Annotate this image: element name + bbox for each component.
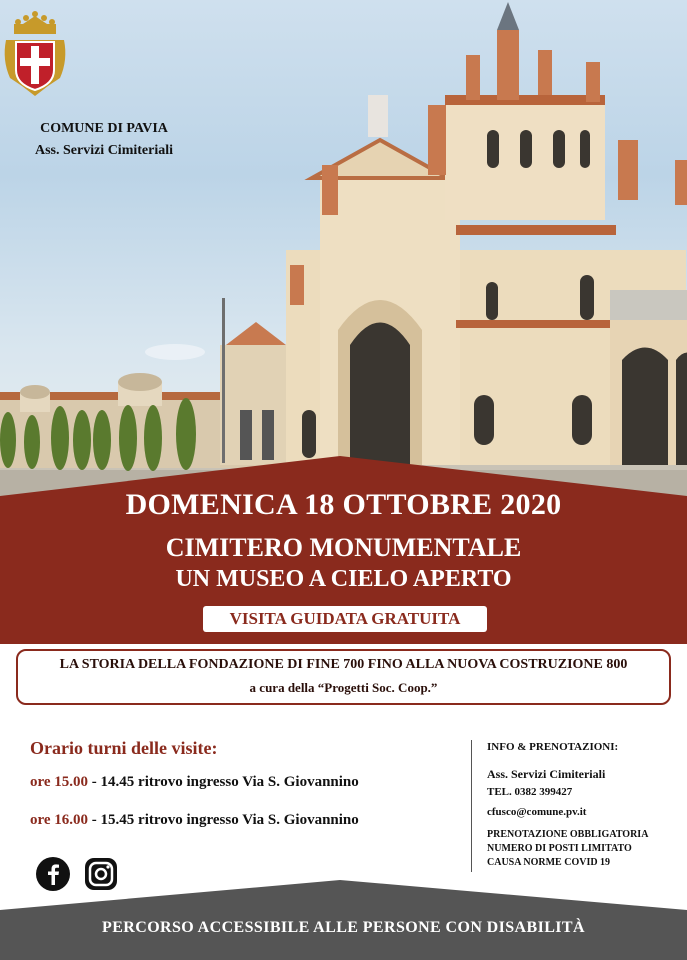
accessibility-note: PERCORSO ACCESSIBILE ALLE PERSONE CON DISABILITÀ [102, 919, 585, 936]
schedule-time: ore 16.00 [30, 812, 89, 828]
schedule-row [30, 812, 359, 829]
event-subtitle: UN MUSEO A CIELO APERTO [175, 566, 512, 592]
schedule-time: ore 15.00 [30, 774, 89, 790]
notice-line: CAUSA NORME COVID 19 [487, 857, 611, 868]
info-divider [471, 740, 472, 872]
schedule-title: Orario turni delle visite: [30, 738, 218, 758]
pavia-coat-of-arms-icon [0, 0, 70, 100]
history-title: LA STORIA DELLA FONDAZIONE DI FINE 700 FINO ALLA NUOVA COSTRUZIONE 800 [59, 657, 628, 672]
info-email[interactable]: cfusco@comune.pv.it [487, 806, 587, 818]
notice-line: PRENOTAZIONE OBBLIGATORIA [487, 829, 649, 840]
schedule-detail: - 14.45 ritrovo ingresso Via S. Giovannino [88, 774, 359, 790]
history-box [16, 649, 671, 705]
notice-line: NUMERO DI POSTI LIMITATO [487, 843, 632, 854]
history-credit: a cura della “Progetti Soc. Coop.” [249, 680, 438, 695]
event-date: DOMENICA 18 OTTOBRE 2020 [125, 488, 562, 521]
organization-name: COMUNE DI PAVIA [40, 121, 168, 136]
info-heading: INFO & PRENOTAZIONI: [487, 741, 619, 753]
schedule-row [30, 774, 359, 791]
info-phone: TEL. 0382 399427 [487, 786, 573, 798]
organization-department: Ass. Servizi Cimiteriali [34, 143, 174, 158]
info-office: Ass. Servizi Cimiteriali [487, 767, 606, 781]
free-tour-badge: VISITA GUIDATA GRATUITA [203, 606, 487, 632]
event-place: CIMITERO MONUMENTALE [165, 533, 522, 562]
info-notice [487, 828, 648, 870]
schedule-detail: - 15.45 ritrovo ingresso Via S. Giovannino [88, 812, 359, 828]
